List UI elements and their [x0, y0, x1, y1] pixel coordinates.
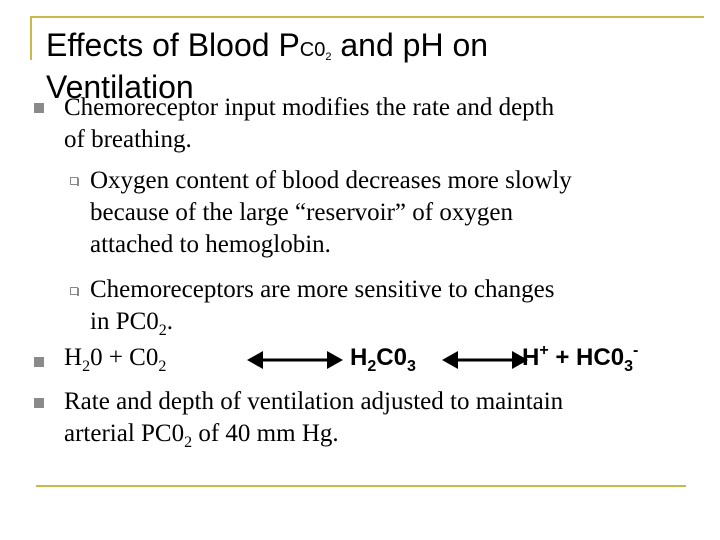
sub1-line2: because of the large “reservoir” of oxygen — [90, 199, 513, 226]
bottom-border-line — [36, 485, 686, 487]
slide-title — [46, 28, 488, 70]
bullet1-line2: of breathing. — [64, 126, 192, 153]
sub-bullet-icon — [70, 177, 78, 185]
bullet1-line1: Chemoreceptor input modifies the rate and depth — [64, 94, 555, 121]
title-subscript-2: 2 — [325, 51, 332, 63]
left-border-line — [30, 16, 32, 60]
sub2-line1: Chemoreceptors are more sensitive to changes — [90, 276, 555, 303]
title-text-part1: Effects of Blood P — [46, 27, 300, 63]
top-border-line — [30, 16, 704, 18]
bullet3-line1: Rate and depth of ventilation adjusted to maintain — [64, 388, 564, 415]
double-arrow-icon — [245, 348, 345, 372]
sub2-line2: in $PC0_2$. — [90, 308, 174, 339]
sub1-line3: attached to hemoglobin. — [90, 231, 331, 258]
equation-products: $H^+ + HC0_3^-$ — [522, 342, 639, 375]
equation-reactants: $H_20 + C0_2$ — [64, 344, 167, 375]
slide-title-line2: Ventilation — [46, 69, 194, 105]
bullet-icon — [34, 398, 44, 408]
bullet-icon — [34, 103, 44, 113]
equation-carbonic-acid: $H_2C0_3$ — [350, 344, 416, 375]
title-subscript: C0 — [299, 39, 326, 61]
sub1-line1: Oxygen content of blood decreases more slowly — [90, 167, 572, 194]
bullet3-line2: arterial $PC0_2$ of 40 mm Hg. — [64, 420, 339, 451]
sub-bullet-icon — [70, 287, 78, 295]
double-arrow-icon — [440, 348, 530, 372]
title-text-part2: and pH on — [331, 27, 489, 63]
bullet-icon — [34, 357, 44, 367]
